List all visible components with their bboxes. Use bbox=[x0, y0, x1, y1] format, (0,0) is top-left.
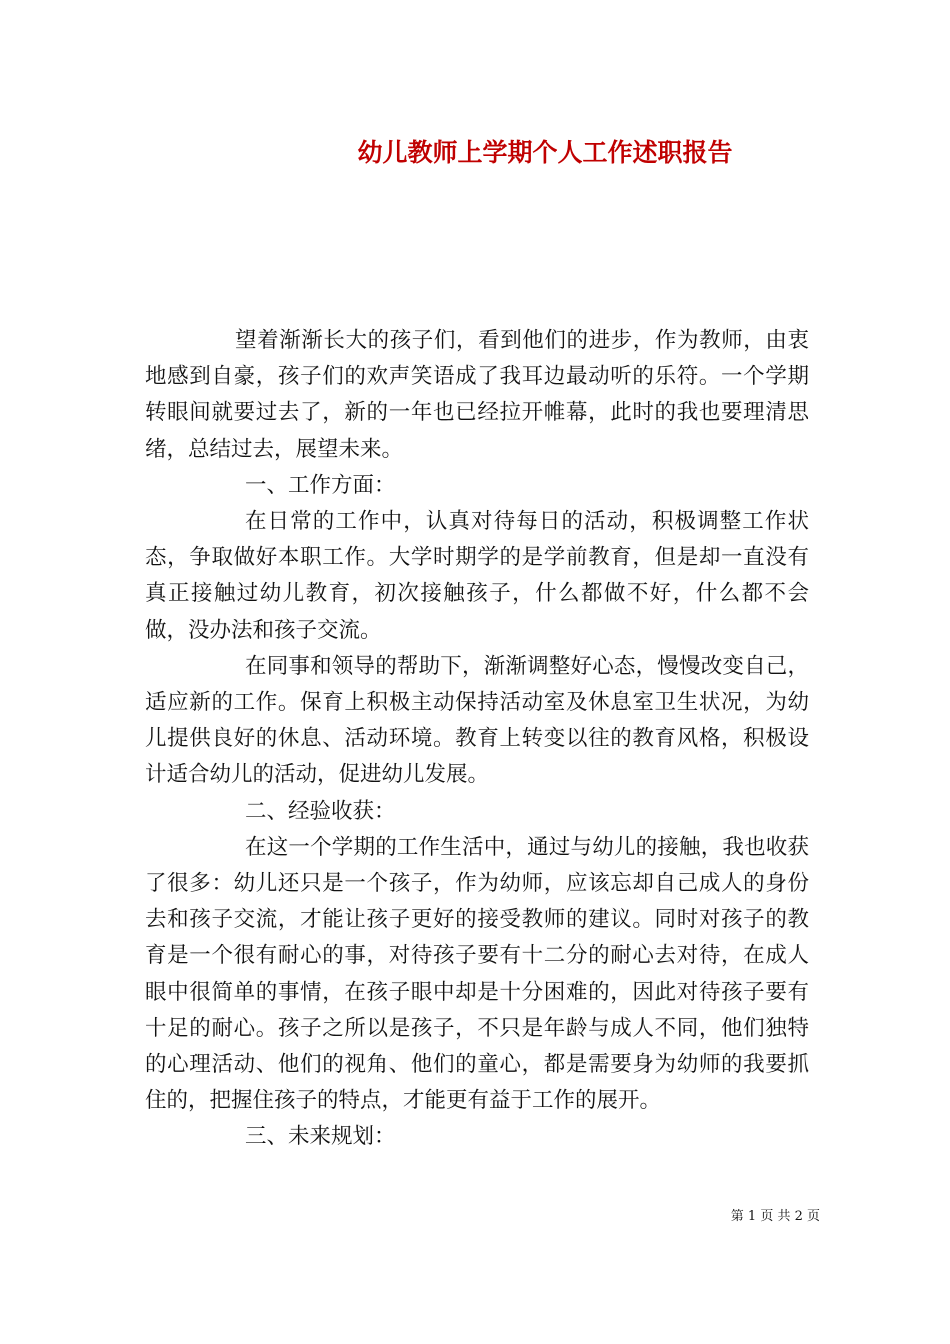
section-heading-plan: 三、未来规划： bbox=[245, 1124, 396, 1150]
page-number: 第 1 页 共 2 页 bbox=[730, 1209, 820, 1224]
experience-paragraph: 在这一个学期的工作生活中，通过与幼儿的接触，我也收获了很多：幼儿还只是一个孩子，作为幼师，应该忘却自己成人的身份去和孩子交流，才能让孩子更好的接受教师的建议。同时对孩子的教育是一个很有耐心的事，对待孩子要有十二分的耐心去对待，在成人眼中很简单的事情，在孩子眼中却是十分困难的，因此对待孩子要有十足的耐心。孩子之所以是孩子，不只是年龄与成人不同，他们独特的心理活动、他们的视角、他们的童心，都是需要身为幼师的我要抓住的，把握住孩子的特点，才能更有益于工作的展开。 bbox=[145, 834, 809, 1114]
work-paragraph-2: 在同事和领导的帮助下，渐渐调整好心态，慢慢改变自己，适应新的工作。保育上积极主动保持活动室及休息室卫生状况，为幼儿提供良好的休息、活动环境。教育上转变以往的教育风格，积极设计适合幼儿的活动，促进幼儿发展。 bbox=[145, 653, 809, 788]
section-heading-experience: 二、经验收获： bbox=[245, 798, 396, 824]
intro-paragraph: 望着渐渐长大的孩子们，看到他们的进步，作为教师，由衷地感到自豪，孩子们的欢声笑语成了我耳边最动听的乐符。一个学期转眼间就要过去了，新的一年也已经拉开帷幕，此时的我也要理清思绪，总结过去，展望未来。 bbox=[145, 328, 809, 462]
work-paragraph-1: 在日常的工作中，认真对待每日的活动，积极调整工作状态，争取做好本职工作。大学时期学的是学前教育，但是却一直没有真正接触过幼儿教育，初次接触孩子，什么都做不好，什么都不会做，没办法和孩子交流。 bbox=[145, 509, 809, 643]
document-title: 幼儿教师上学期个人工作述职报告 bbox=[357, 138, 733, 167]
document-body bbox=[145, 323, 809, 1156]
section-heading-work: 一、工作方面： bbox=[245, 472, 396, 498]
